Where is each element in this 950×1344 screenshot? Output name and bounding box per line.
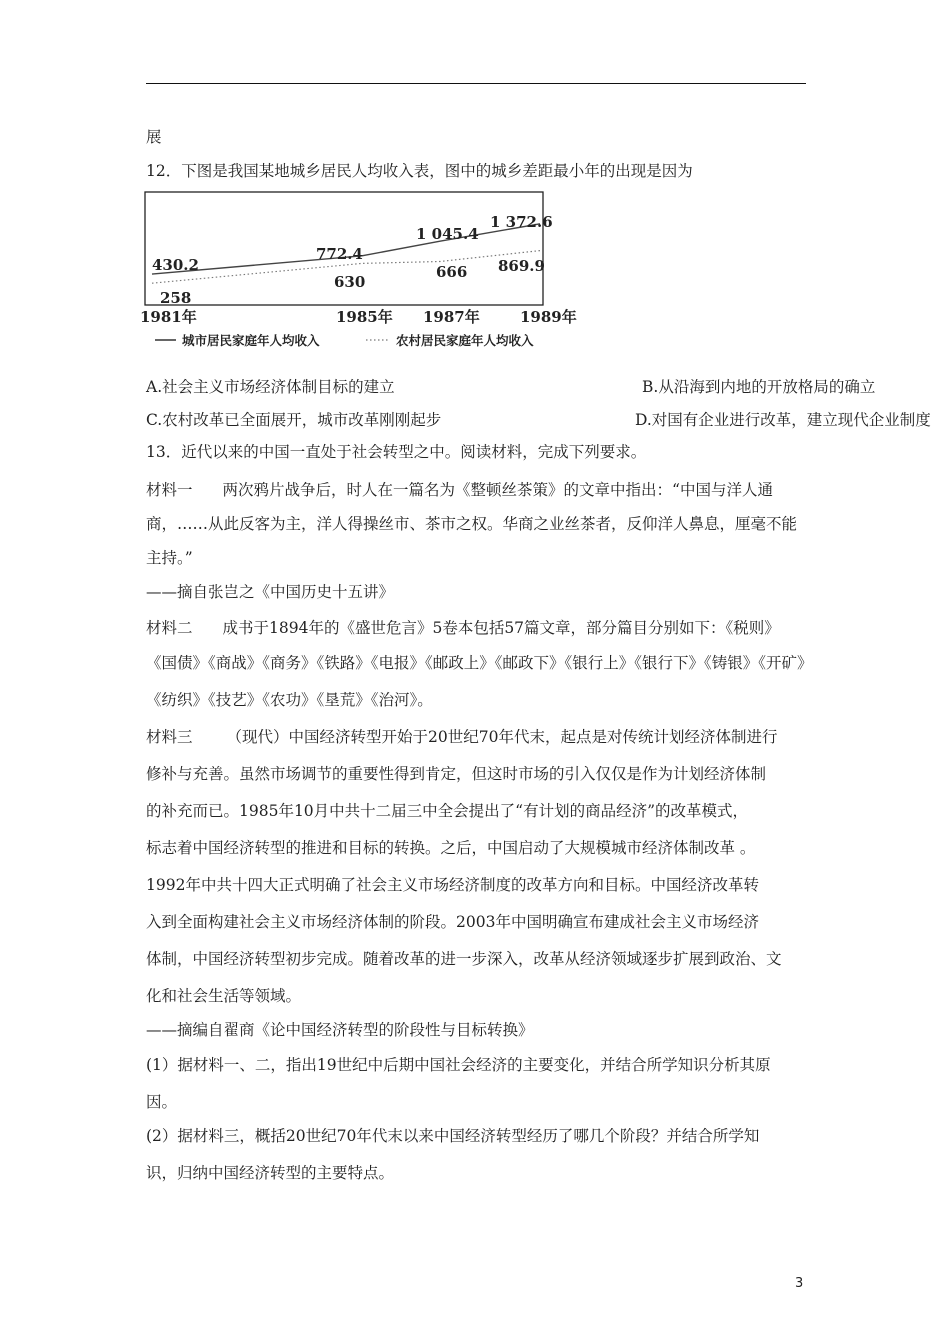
material-2-label: 材料二 (146, 619, 193, 637)
material-3-line-1 (146, 727, 777, 747)
material-3-text: （现代）中国经济转型开始于20世纪70年代末，起点是对传统计划经济体制进行 (226, 728, 778, 746)
material-3-line-2: 修补与充善。虽然市场调节的重要性得到肯定，但这时市场的引入仅仅是作为计划经济体制 (146, 765, 767, 783)
material-2-line-2: 《国债》《商战》《商务》《铁路》《电报》《邮政上》《邮政下》《银行上》《银行下》《铸银》《开矿》 (146, 654, 813, 672)
q12-option-a[interactable]: A.社会主义市场经济体制目标的建立 (146, 378, 395, 396)
q13-stem: 13．近代以来的中国一直处于社会转型之中。阅读材料，完成下列要求。 (146, 443, 647, 461)
x-tick-1985: 1985年 (336, 308, 393, 326)
urban-label-1985: 772.4 (316, 245, 363, 263)
material-1-line-3: 主持。” (146, 549, 193, 567)
sub-question-2-line-2: 识，归纳中国经济转型的主要特点。 (146, 1164, 395, 1182)
urban-label-1989: 1 372.6 (490, 213, 553, 231)
rural-label-1989: 869.9 (498, 257, 545, 275)
legend-rural: 农村居民家庭年人均收入 (396, 333, 534, 348)
material-3-line-5: 1992年中共十四大正式明确了社会主义市场经济制度的改革方向和目标。中国经济改革转 (146, 876, 759, 894)
material-1-source: ——摘自张岂之《中国历史十五讲》 (146, 583, 395, 601)
q12-options-row2 (146, 410, 931, 430)
sub-question-2-line-1: (2）据材料三，概括20世纪70年代末以来中国经济转型经历了哪几个阶段？并结合所学知 (146, 1127, 760, 1145)
sub-question-1-line-1: (1）据材料一、二，指出19世纪中后期中国社会经济的主要变化，并结合所学知识分析其原 (146, 1056, 771, 1074)
material-3-line-8: 化和社会生活等领域。 (146, 987, 302, 1005)
q12-stem: 12．下图是我国某地城乡居民人均收入表，图中的城乡差距最小年的出现是因为 (146, 162, 693, 180)
x-tick-1981: 1981年 (140, 308, 197, 326)
material-3-line-6: 入到全面构建社会主义市场经济体制的阶段。2003年中国明确宣布建成社会主义市场经济 (146, 913, 759, 931)
income-chart (140, 188, 580, 353)
urban-label-1987: 1 045.4 (416, 225, 479, 243)
material-1-line-2: 商，……从此反客为主，洋人得操丝市、茶市之权。华商之业丝茶者，反仰洋人鼻息，厘毫不能 (146, 515, 798, 533)
header-rule (146, 83, 806, 84)
material-3-line-3: 的补充而已。1985年10月中共十二届三中全会提出了“有计划的商品经济”的改革模式， (146, 802, 749, 820)
urban-label-1981: 430.2 (152, 256, 199, 274)
material-2-line-1 (146, 618, 780, 638)
x-tick-1987: 1987年 (423, 308, 480, 326)
material-1-line-1 (146, 480, 773, 500)
material-2-line-3: 《纺织》《技艺》《农功》《垦荒》《治河》。 (146, 691, 433, 709)
material-3-source: ——摘编自翟商《论中国经济转型的阶段性与目标转换》 (146, 1021, 534, 1039)
sub-question-1-line-2: 因。 (146, 1093, 178, 1111)
rural-label-1981: 258 (160, 289, 192, 307)
q12-option-b[interactable]: B.从沿海到内地的开放格局的确立 (642, 378, 876, 396)
material-2-text: 成书于1894年的《盛世危言》5卷本包括57篇文章，部分篇目分别如下：《税则》 (222, 619, 780, 637)
q12-options-row1 (146, 377, 876, 397)
material-1-text: 两次鸦片战争后，时人在一篇名为《整顿丝茶策》的文章中指出：“中国与洋人通 (222, 481, 773, 499)
material-1-label: 材料一 (146, 481, 193, 499)
q12-option-d[interactable]: D.对国有企业进行改革，建立现代企业制度 (635, 411, 931, 429)
material-3-line-7: 体制，中国经济转型初步完成。随着改革的进一步深入，改革从经济领域逐步扩展到政治、文 (146, 950, 782, 968)
material-3-label: 材料三 (146, 728, 193, 746)
continuation-text: 展 (146, 128, 162, 146)
rural-label-1987: 666 (436, 263, 468, 281)
material-3-line-4: 标志着中国经济转型的推进和目标的转换。之后，中国启动了大规模城市经济体制改革 。 (146, 839, 756, 857)
legend-urban: 城市居民家庭年人均收入 (182, 333, 320, 348)
q12-option-c[interactable]: C.农村改革已全面展开，城市改革刚刚起步 (146, 411, 442, 429)
x-tick-1989: 1989年 (520, 308, 577, 326)
rural-label-1985: 630 (334, 273, 366, 291)
page-number: 3 (795, 1276, 804, 1291)
